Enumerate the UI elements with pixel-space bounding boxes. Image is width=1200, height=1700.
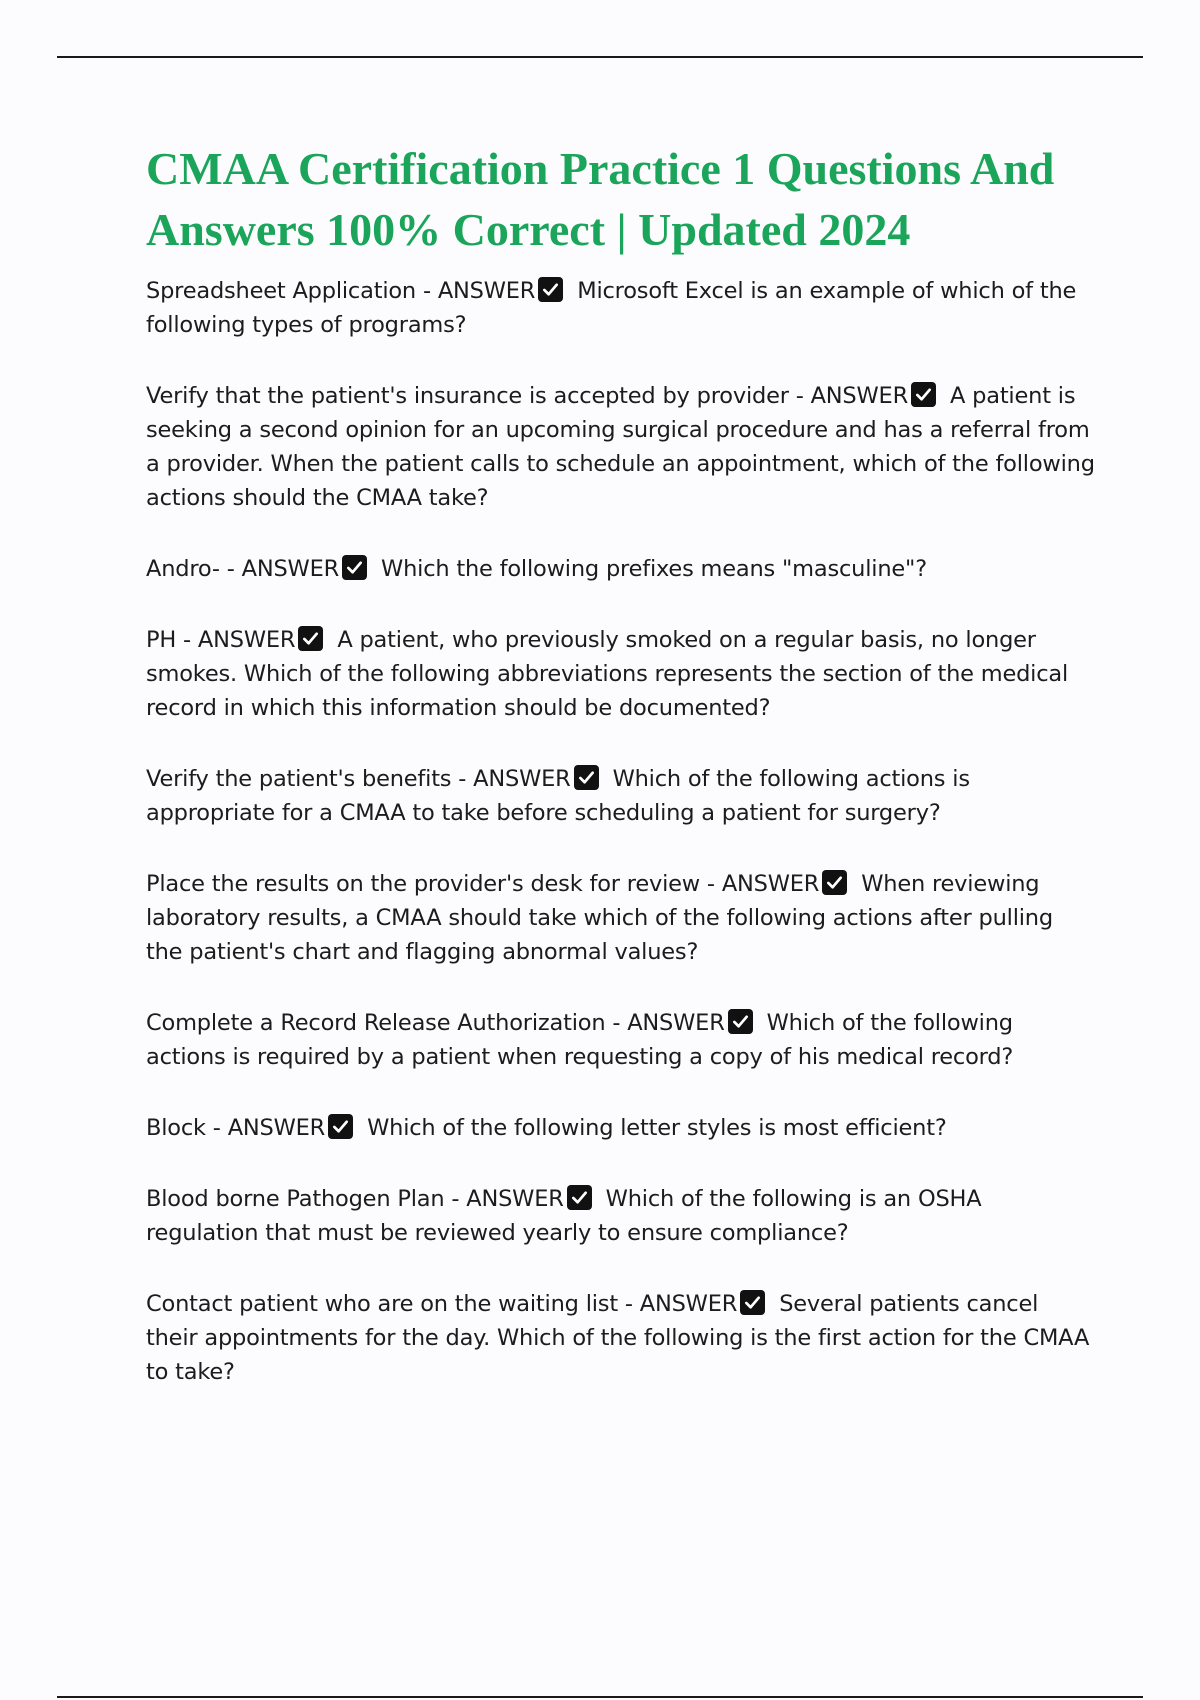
answer-text: Spreadsheet Application [146, 278, 416, 304]
question-text: Which of the following letter styles is most efficient? [367, 1115, 947, 1141]
answer-marker: ANSWER [466, 1186, 564, 1212]
qa-item: Andro- - ANSWER Which the following prefixes means "masculine"? [146, 556, 927, 582]
answer-text: Complete a Record Release Authorization [146, 1010, 606, 1036]
answer-marker: ANSWER [437, 278, 536, 304]
check-box-icon [574, 765, 599, 790]
answer-text: Place the results on the provider's desk for review [146, 871, 700, 897]
question-text: Which of the following actions is required by a patient when requesting a copy of his medical record? [146, 1010, 1014, 1070]
answer-marker: ANSWER [721, 871, 820, 897]
question-text: A patient is seeking a second opinion for an upcoming surgical procedure and has a referral from a provider. When the patient calls to schedule an appointment, which of the following actions should the CMAA take? [146, 383, 1095, 511]
qa-item: Verify the patient's benefits - ANSWER Which of the following actions is appropriate for a CMAA to take before scheduling a patient for surgery? [146, 766, 970, 826]
qa-list [146, 274, 1096, 1389]
answer-text: Andro- [146, 556, 220, 582]
answer-marker: ANSWER [627, 1010, 725, 1036]
question-text: When reviewing laboratory results, a CMAA should take which of the following actions after pulling the patient's chart and flagging abnormal values? [146, 871, 1053, 965]
footer-rule [57, 1696, 1143, 1698]
check-box-icon [728, 1009, 753, 1034]
document-title: CMAA Certification Practice 1 Questions And Answers 100% Correct | Updated 2024 [146, 143, 1055, 255]
answer-text: Contact patient who are on the waiting list [146, 1291, 618, 1317]
answer-text: Blood borne Pathogen Plan [146, 1186, 445, 1212]
answer-text: Verify that the patient's insurance is accepted by provider [146, 383, 789, 409]
question-text: Several patients cancel their appointments for the day. Which of the following is the first action for the CMAA to take? [146, 1291, 1090, 1385]
check-box-icon [538, 277, 563, 302]
answer-marker: ANSWER [241, 556, 340, 582]
check-box-icon [822, 870, 847, 895]
question-text: Which the following prefixes means "masculine"? [381, 556, 927, 582]
qa-item: Block - ANSWER Which of the following letter styles is most efficient? [146, 1115, 947, 1141]
question-text: A patient, who previously smoked on a regular basis, no longer smokes. Which of the following abbreviations represents the section of the medical record in which this information should be documented? [146, 627, 1069, 721]
answer-text: Block [146, 1115, 206, 1141]
answer-marker: ANSWER [639, 1291, 738, 1317]
answer-marker: ANSWER [197, 627, 296, 653]
qa-item: Place the results on the provider's desk for review - ANSWER When reviewing laboratory results, a CMAA should take which of the following actions after pulling the patient's chart and flagging abnormal values? [146, 871, 1053, 965]
answer-marker: ANSWER [810, 383, 908, 409]
qa-item: PH - ANSWER A patient, who previously smoked on a regular basis, no longer smokes. Which of the following abbreviations represents the section of the medical record in which this information should be documented? [146, 627, 1069, 721]
answer-marker: ANSWER [473, 766, 571, 792]
question-text: Which of the following is an OSHA regulation that must be reviewed yearly to ensure compliance? [146, 1186, 982, 1246]
qa-item: Spreadsheet Application - ANSWER Microsoft Excel is an example of which of the following types of programs? [146, 278, 1077, 338]
check-box-icon [298, 626, 323, 651]
question-text: Microsoft Excel is an example of which of the following types of programs? [146, 278, 1077, 338]
header-rule [57, 56, 1143, 58]
question-text: Which of the following actions is appropriate for a CMAA to take before scheduling a patient for surgery? [146, 766, 970, 826]
document-body [146, 138, 1096, 1426]
check-box-icon [567, 1185, 592, 1210]
check-box-icon [911, 382, 936, 407]
check-box-icon [342, 555, 367, 580]
check-box-icon [328, 1114, 353, 1139]
answer-text: Verify the patient's benefits [146, 766, 452, 792]
answer-marker: ANSWER [227, 1115, 326, 1141]
qa-item: Blood borne Pathogen Plan - ANSWER Which of the following is an OSHA regulation that must be reviewed yearly to ensure compliance? [146, 1186, 982, 1246]
qa-item: Verify that the patient's insurance is accepted by provider - ANSWER A patient is seeking a second opinion for an upcoming surgical procedure and has a referral from a provider. When the patient calls to schedule an appointment, which of the following actions should the CMAA take? [146, 383, 1095, 511]
qa-item: Complete a Record Release Authorization - ANSWER Which of the following actions is required by a patient when requesting a copy of his medical record? [146, 1010, 1014, 1070]
answer-text: PH [146, 627, 177, 653]
check-box-icon [740, 1290, 765, 1315]
qa-item: Contact patient who are on the waiting list - ANSWER Several patients cancel their appointments for the day. Which of the following is the first action for the CMAA to take? [146, 1291, 1090, 1385]
